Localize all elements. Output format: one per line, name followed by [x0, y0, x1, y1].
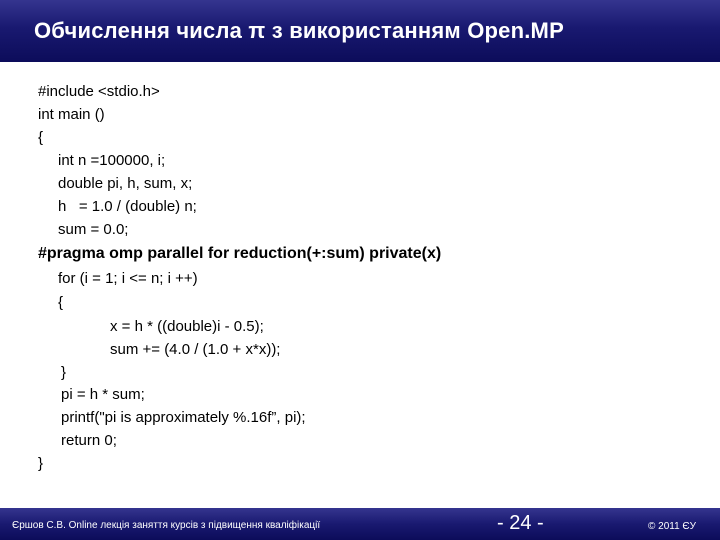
code-line-close-brace: }: [38, 455, 44, 472]
code-line-main: int main (): [38, 106, 105, 123]
code-line-include: #include <stdio.h>: [38, 83, 160, 100]
footer-author: Єршов С.В. Online лекція заняття курсів з підвищення кваліфікації: [12, 520, 321, 531]
code-line-x-assign: x = h * ((double)i - 0.5);: [110, 318, 264, 335]
code-line-return: return 0;: [61, 432, 117, 449]
footer-copyright: © 2011 ЄУ: [648, 521, 696, 532]
slide-footer: [0, 508, 720, 540]
code-line-h-assign: h = 1.0 / (double) n;: [58, 198, 197, 215]
code-line-double-decl: double pi, h, sum, x;: [58, 175, 193, 192]
code-line-for: for (i = 1; i <= n; i ++): [58, 270, 198, 287]
code-line-pi-assign: pi = h * sum;: [61, 386, 145, 403]
code-line-int-decl: int n =100000, i;: [58, 152, 166, 169]
code-line-pragma: #pragma omp parallel for reduction(+:sum) private(x): [38, 245, 442, 262]
page-number: - 24 -: [497, 512, 544, 534]
slide-title: Обчислення числа π з використанням Open.MP: [34, 18, 564, 43]
code-line-sum-init: sum = 0.0;: [58, 221, 129, 238]
code-line-open-brace: {: [38, 129, 44, 146]
code-line-for-open-brace: {: [58, 294, 64, 311]
code-line-for-close-brace: }: [61, 364, 67, 381]
code-line-printf: printf("pi is approximately %.16f”, pi);: [61, 409, 306, 426]
code-line-sum-accum: sum += (4.0 / (1.0 + x*x));: [110, 341, 281, 358]
